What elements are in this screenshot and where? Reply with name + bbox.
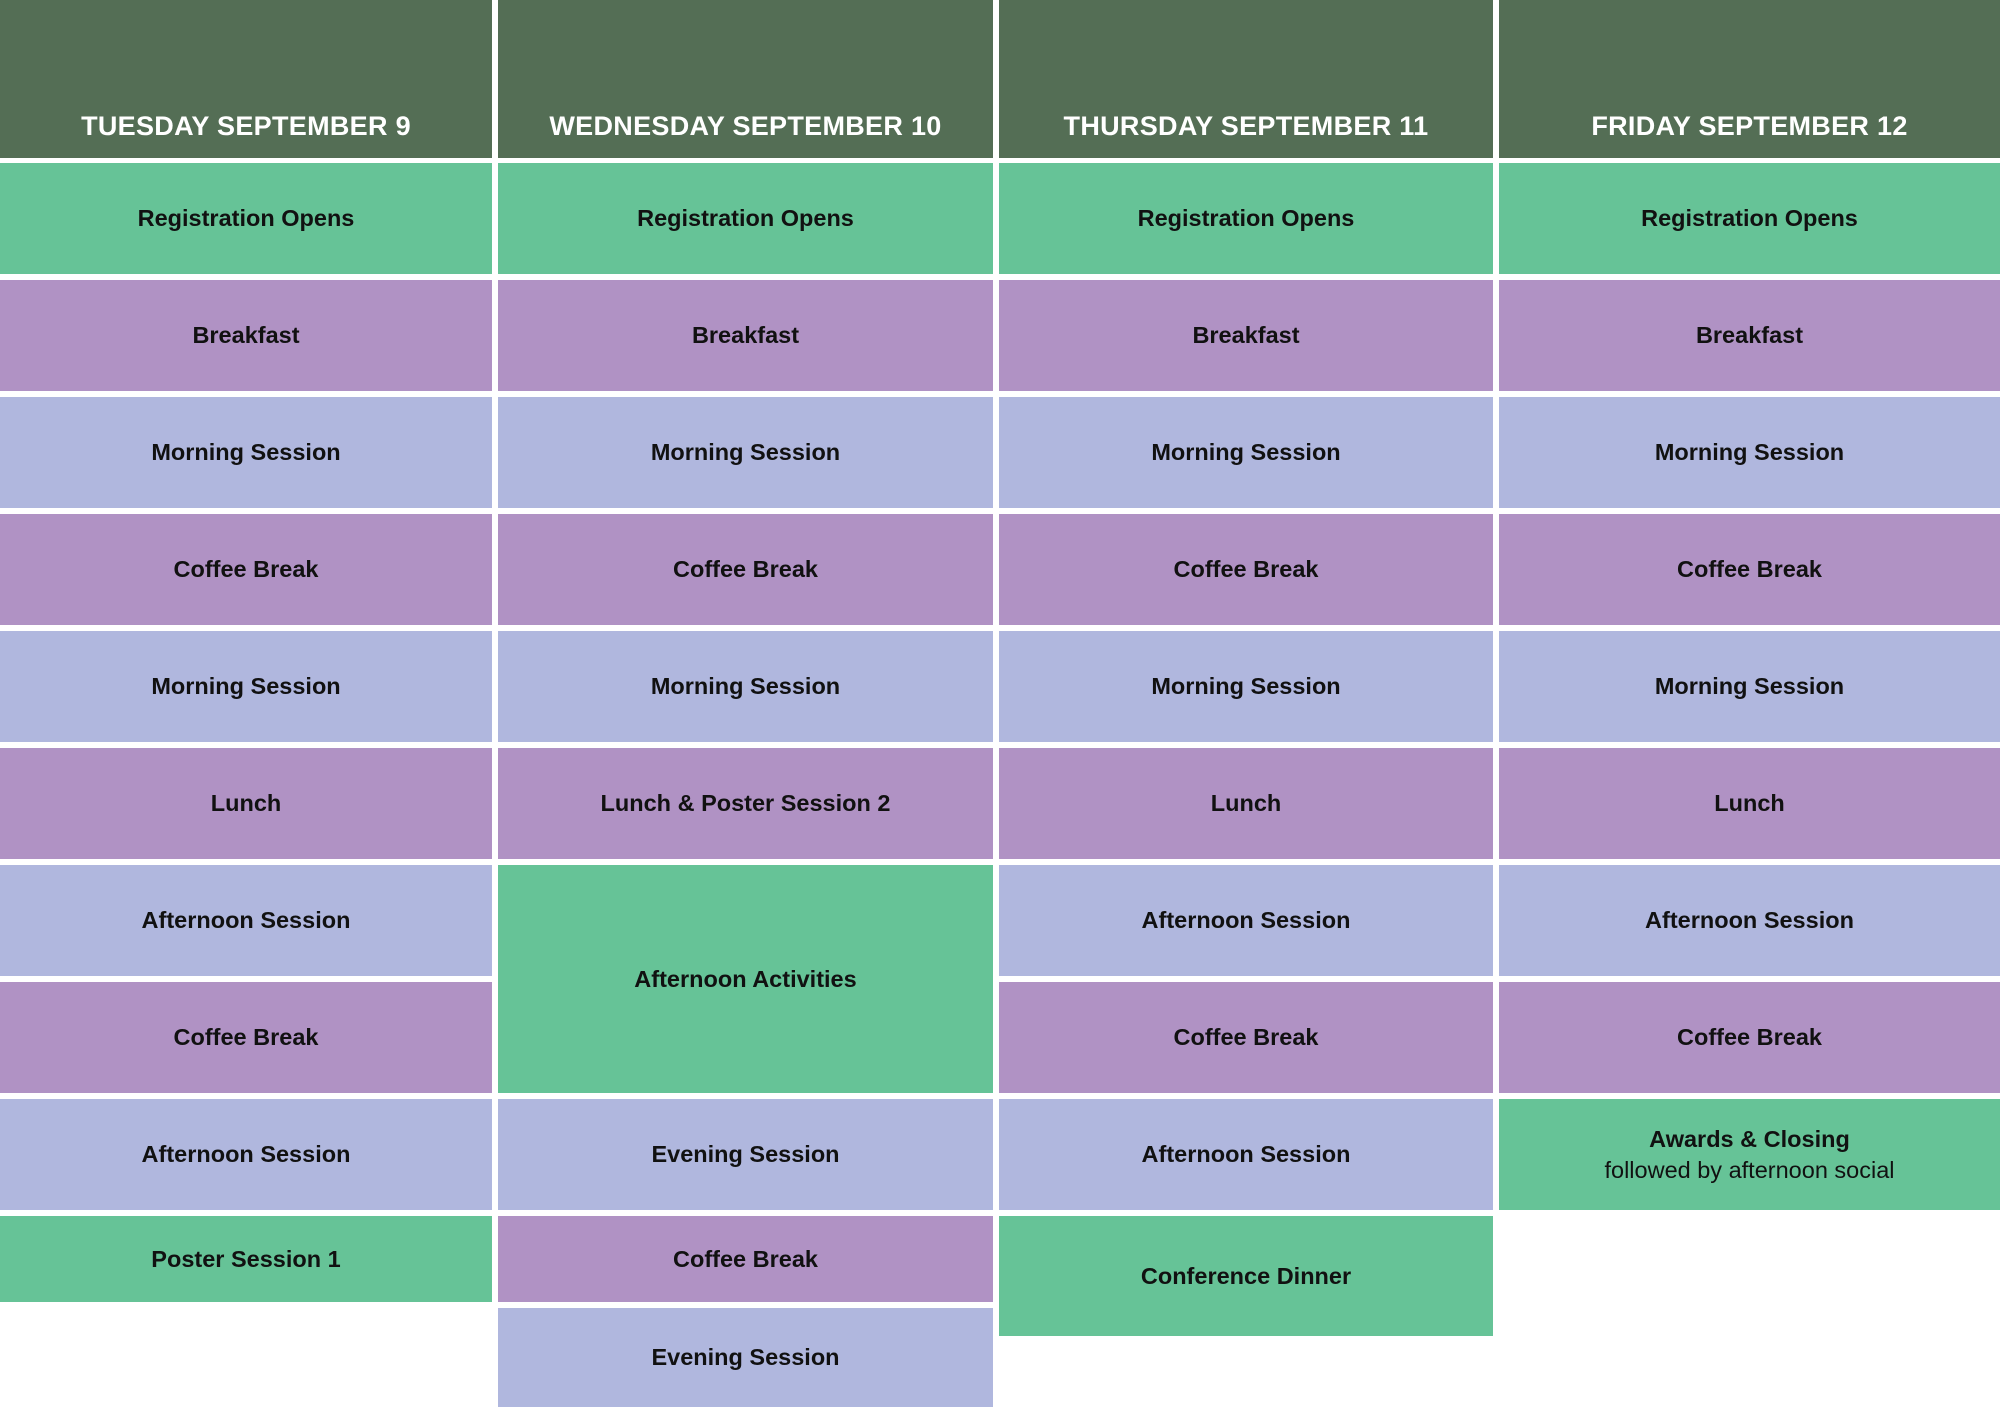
slot-lunch: Lunch bbox=[999, 748, 1493, 859]
slot-morning-session: Morning Session bbox=[999, 631, 1493, 742]
day-header: THURSDAY SEPTEMBER 11 bbox=[999, 0, 1493, 158]
slot-registration: Registration Opens bbox=[1499, 163, 2000, 274]
slot-poster-session: Poster Session 1 bbox=[0, 1216, 492, 1302]
slot-breakfast: Breakfast bbox=[1499, 280, 2000, 391]
slot-lunch-poster: Lunch & Poster Session 2 bbox=[498, 748, 993, 859]
slot-morning-session: Morning Session bbox=[498, 397, 993, 508]
slot-morning-session: Morning Session bbox=[1499, 397, 2000, 508]
slot-lunch: Lunch bbox=[1499, 748, 2000, 859]
slot-afternoon-session: Afternoon Session bbox=[0, 865, 492, 976]
slot-breakfast: Breakfast bbox=[999, 280, 1493, 391]
slot-coffee-break: Coffee Break bbox=[0, 514, 492, 625]
slot-morning-session: Morning Session bbox=[498, 631, 993, 742]
slot-morning-session: Morning Session bbox=[999, 397, 1493, 508]
slot-breakfast: Breakfast bbox=[498, 280, 993, 391]
slot-registration: Registration Opens bbox=[999, 163, 1493, 274]
day-header: FRIDAY SEPTEMBER 12 bbox=[1499, 0, 2000, 158]
slot-conference-dinner: Conference Dinner bbox=[999, 1216, 1493, 1336]
slot-coffee-break: Coffee Break bbox=[498, 1216, 993, 1302]
slot-breakfast: Breakfast bbox=[0, 280, 492, 391]
slot-coffee-break: Coffee Break bbox=[0, 982, 492, 1093]
slot-coffee-break: Coffee Break bbox=[999, 514, 1493, 625]
slot-afternoon-activities: Afternoon Activities bbox=[498, 865, 993, 1093]
slot-awards-closing bbox=[1499, 1099, 2000, 1210]
slot-coffee-break: Coffee Break bbox=[1499, 514, 2000, 625]
slot-morning-session: Morning Session bbox=[0, 397, 492, 508]
slot-sublabel: followed by afternoon social bbox=[1604, 1156, 1895, 1183]
slot-afternoon-session: Afternoon Session bbox=[999, 1099, 1493, 1210]
slot-coffee-break: Coffee Break bbox=[498, 514, 993, 625]
day-header: TUESDAY SEPTEMBER 9 bbox=[0, 0, 492, 158]
slot-morning-session: Morning Session bbox=[0, 631, 492, 742]
slot-afternoon-session: Afternoon Session bbox=[1499, 865, 2000, 976]
day-header: WEDNESDAY SEPTEMBER 10 bbox=[498, 0, 993, 158]
slot-afternoon-session: Afternoon Session bbox=[0, 1099, 492, 1210]
slot-morning-session: Morning Session bbox=[1499, 631, 2000, 742]
slot-registration: Registration Opens bbox=[0, 163, 492, 274]
slot-lunch: Lunch bbox=[0, 748, 492, 859]
slot-coffee-break: Coffee Break bbox=[999, 982, 1493, 1093]
slot-registration: Registration Opens bbox=[498, 163, 993, 274]
slot-coffee-break: Coffee Break bbox=[1499, 982, 2000, 1093]
slot-label: Awards & Closing bbox=[1649, 1125, 1850, 1152]
slot-evening-session: Evening Session bbox=[498, 1099, 993, 1210]
slot-evening-session: Evening Session bbox=[498, 1308, 993, 1407]
slot-afternoon-session: Afternoon Session bbox=[999, 865, 1493, 976]
